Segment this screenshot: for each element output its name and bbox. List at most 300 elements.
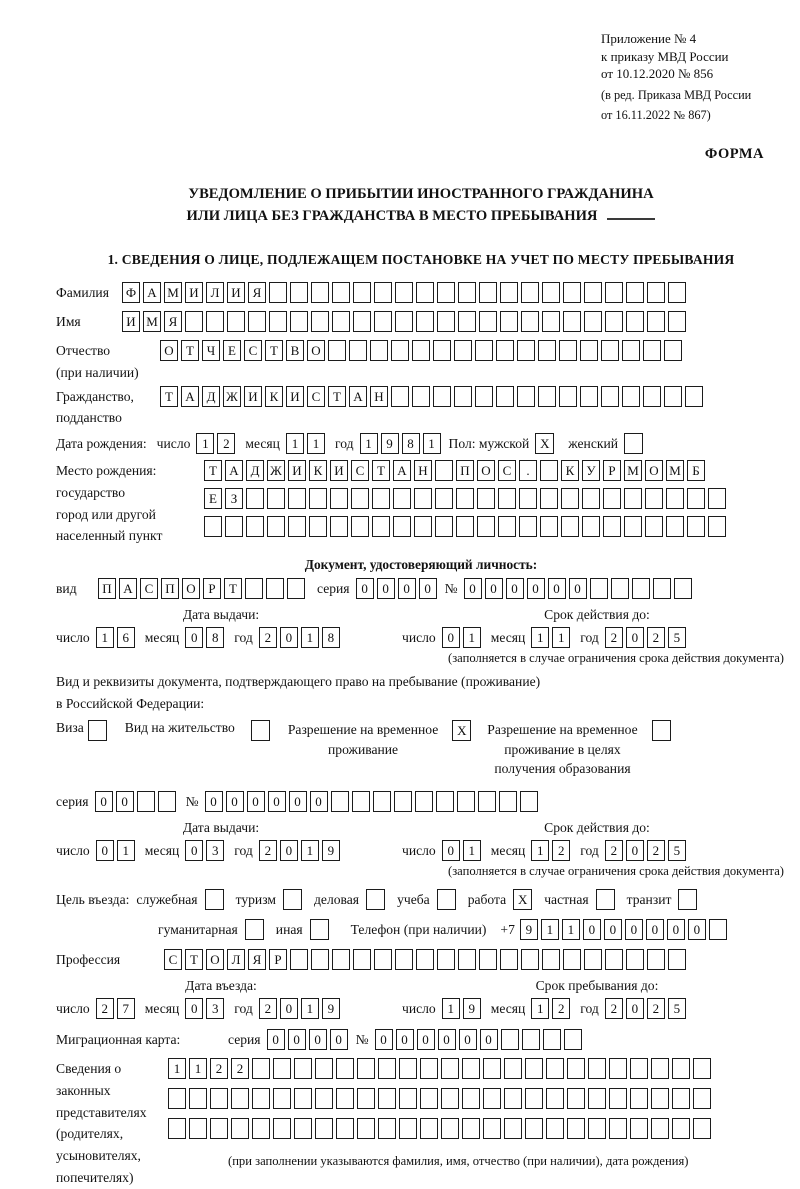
char-cell[interactable] (563, 949, 581, 970)
char-cell[interactable] (563, 311, 581, 332)
char-cell[interactable] (393, 488, 411, 509)
char-cell[interactable]: К (561, 460, 579, 481)
char-cell[interactable]: 0 (280, 627, 298, 648)
char-cell[interactable] (559, 386, 577, 407)
char-cell[interactable] (353, 282, 371, 303)
char-cell[interactable]: М (666, 460, 684, 481)
char-cell[interactable] (498, 516, 516, 537)
char-cell[interactable]: 0 (485, 578, 503, 599)
char-cell[interactable] (294, 1088, 312, 1109)
char-cell[interactable]: 9 (322, 840, 340, 861)
char-cell[interactable] (436, 791, 454, 812)
char-cell[interactable] (567, 1088, 585, 1109)
char-cell[interactable] (456, 516, 474, 537)
char-cell[interactable] (546, 1088, 564, 1109)
char-cell[interactable]: 2 (647, 998, 665, 1019)
char-cell[interactable] (393, 516, 411, 537)
char-cell[interactable]: 0 (625, 919, 643, 940)
char-cell[interactable]: Ч (202, 340, 220, 361)
char-cell[interactable] (563, 282, 581, 303)
char-cell[interactable] (477, 516, 495, 537)
char-cell[interactable]: 0 (185, 627, 203, 648)
char-cell[interactable] (668, 311, 686, 332)
char-cell[interactable]: 0 (205, 791, 223, 812)
char-cell[interactable] (246, 516, 264, 537)
char-cell[interactable]: Т (160, 386, 178, 407)
purpose-private-checkbox[interactable] (596, 889, 615, 910)
char-cell[interactable]: Д (202, 386, 220, 407)
char-cell[interactable]: 1 (189, 1058, 207, 1079)
char-cell[interactable]: О (182, 578, 200, 599)
char-cell[interactable] (582, 488, 600, 509)
char-cell[interactable] (435, 516, 453, 537)
purpose-other-checkbox[interactable] (310, 919, 329, 940)
char-cell[interactable]: И (122, 311, 140, 332)
char-cell[interactable] (647, 282, 665, 303)
char-cell[interactable] (709, 919, 727, 940)
char-cell[interactable]: П (98, 578, 116, 599)
char-cell[interactable]: 0 (626, 840, 644, 861)
char-cell[interactable]: И (286, 386, 304, 407)
char-cell[interactable]: И (330, 460, 348, 481)
char-cell[interactable] (267, 488, 285, 509)
char-cell[interactable]: С (351, 460, 369, 481)
char-cell[interactable] (546, 1058, 564, 1079)
char-cell[interactable] (582, 516, 600, 537)
char-cell[interactable]: 0 (506, 578, 524, 599)
char-cell[interactable]: 0 (419, 578, 437, 599)
char-cell[interactable] (584, 949, 602, 970)
char-cell[interactable]: 2 (552, 840, 570, 861)
char-cell[interactable]: С (307, 386, 325, 407)
char-cell[interactable] (391, 386, 409, 407)
char-cell[interactable] (210, 1118, 228, 1139)
char-cell[interactable]: 0 (626, 627, 644, 648)
char-cell[interactable] (357, 1058, 375, 1079)
char-cell[interactable] (437, 311, 455, 332)
char-cell[interactable] (567, 1058, 585, 1079)
char-cell[interactable]: Р (203, 578, 221, 599)
char-cell[interactable] (357, 1088, 375, 1109)
char-cell[interactable]: Ф (122, 282, 140, 303)
char-cell[interactable] (525, 1058, 543, 1079)
char-cell[interactable] (668, 282, 686, 303)
char-cell[interactable] (647, 949, 665, 970)
char-cell[interactable]: 0 (185, 840, 203, 861)
char-cell[interactable]: 1 (360, 433, 378, 454)
char-cell[interactable]: 0 (226, 791, 244, 812)
temp-residence-checkbox[interactable]: X (452, 720, 471, 741)
char-cell[interactable]: 0 (548, 578, 566, 599)
char-cell[interactable]: Т (185, 949, 203, 970)
char-cell[interactable]: 0 (480, 1029, 498, 1050)
char-cell[interactable]: 2 (231, 1058, 249, 1079)
char-cell[interactable] (590, 578, 608, 599)
char-cell[interactable] (290, 311, 308, 332)
char-cell[interactable] (559, 340, 577, 361)
char-cell[interactable] (538, 340, 556, 361)
char-cell[interactable] (331, 791, 349, 812)
char-cell[interactable] (273, 1118, 291, 1139)
char-cell[interactable] (458, 949, 476, 970)
char-cell[interactable] (475, 340, 493, 361)
char-cell[interactable]: Б (687, 460, 705, 481)
char-cell[interactable]: 2 (96, 998, 114, 1019)
char-cell[interactable]: А (143, 282, 161, 303)
char-cell[interactable]: 0 (667, 919, 685, 940)
char-cell[interactable] (231, 1118, 249, 1139)
char-cell[interactable]: 0 (569, 578, 587, 599)
char-cell[interactable]: 2 (217, 433, 235, 454)
char-cell[interactable]: О (160, 340, 178, 361)
char-cell[interactable]: 0 (330, 1029, 348, 1050)
char-cell[interactable]: 0 (688, 919, 706, 940)
char-cell[interactable] (252, 1118, 270, 1139)
char-cell[interactable] (653, 578, 671, 599)
char-cell[interactable] (624, 488, 642, 509)
char-cell[interactable]: 9 (520, 919, 538, 940)
char-cell[interactable]: 0 (96, 840, 114, 861)
char-cell[interactable] (685, 386, 703, 407)
char-cell[interactable] (609, 1058, 627, 1079)
char-cell[interactable] (499, 791, 517, 812)
char-cell[interactable]: Л (206, 282, 224, 303)
char-cell[interactable] (441, 1088, 459, 1109)
char-cell[interactable] (420, 1088, 438, 1109)
char-cell[interactable] (525, 1088, 543, 1109)
char-cell[interactable] (294, 1058, 312, 1079)
char-cell[interactable] (483, 1118, 501, 1139)
char-cell[interactable]: Р (603, 460, 621, 481)
char-cell[interactable]: С (498, 460, 516, 481)
char-cell[interactable] (540, 516, 558, 537)
char-cell[interactable] (605, 311, 623, 332)
char-cell[interactable] (609, 1118, 627, 1139)
char-cell[interactable]: 3 (206, 840, 224, 861)
char-cell[interactable] (415, 791, 433, 812)
char-cell[interactable]: О (307, 340, 325, 361)
char-cell[interactable]: 0 (442, 627, 460, 648)
char-cell[interactable] (252, 1088, 270, 1109)
char-cell[interactable]: Е (223, 340, 241, 361)
char-cell[interactable]: С (164, 949, 182, 970)
char-cell[interactable]: О (645, 460, 663, 481)
purpose-business-checkbox[interactable] (366, 889, 385, 910)
char-cell[interactable]: И (244, 386, 262, 407)
char-cell[interactable] (626, 949, 644, 970)
char-cell[interactable] (626, 311, 644, 332)
char-cell[interactable] (315, 1118, 333, 1139)
char-cell[interactable] (252, 1058, 270, 1079)
char-cell[interactable]: 2 (647, 627, 665, 648)
char-cell[interactable] (496, 340, 514, 361)
char-cell[interactable] (311, 949, 329, 970)
char-cell[interactable] (416, 311, 434, 332)
char-cell[interactable] (435, 488, 453, 509)
char-cell[interactable] (420, 1058, 438, 1079)
char-cell[interactable] (311, 311, 329, 332)
char-cell[interactable]: 1 (117, 840, 135, 861)
char-cell[interactable]: М (624, 460, 642, 481)
char-cell[interactable]: 0 (267, 1029, 285, 1050)
char-cell[interactable] (605, 949, 623, 970)
char-cell[interactable]: Я (164, 311, 182, 332)
char-cell[interactable] (525, 1118, 543, 1139)
sex-male-checkbox[interactable]: X (535, 433, 554, 454)
char-cell[interactable]: Л (227, 949, 245, 970)
char-cell[interactable] (395, 282, 413, 303)
sex-female-checkbox[interactable] (624, 433, 643, 454)
char-cell[interactable] (666, 516, 684, 537)
char-cell[interactable] (521, 282, 539, 303)
char-cell[interactable]: 1 (531, 627, 549, 648)
char-cell[interactable] (433, 340, 451, 361)
char-cell[interactable]: 0 (398, 578, 416, 599)
char-cell[interactable]: М (164, 282, 182, 303)
char-cell[interactable] (630, 1118, 648, 1139)
char-cell[interactable]: 1 (463, 840, 481, 861)
char-cell[interactable]: 0 (95, 791, 113, 812)
char-cell[interactable] (137, 791, 155, 812)
char-cell[interactable]: 2 (259, 998, 277, 1019)
char-cell[interactable] (395, 311, 413, 332)
char-cell[interactable] (462, 1118, 480, 1139)
char-cell[interactable] (315, 1088, 333, 1109)
char-cell[interactable] (352, 791, 370, 812)
char-cell[interactable] (540, 488, 558, 509)
purpose-study-checkbox[interactable] (437, 889, 456, 910)
char-cell[interactable] (399, 1118, 417, 1139)
char-cell[interactable]: Н (370, 386, 388, 407)
char-cell[interactable]: 1 (307, 433, 325, 454)
char-cell[interactable] (288, 516, 306, 537)
char-cell[interactable]: А (349, 386, 367, 407)
char-cell[interactable]: 0 (185, 998, 203, 1019)
residence-permit-checkbox[interactable] (251, 720, 270, 741)
char-cell[interactable] (248, 311, 266, 332)
char-cell[interactable]: А (181, 386, 199, 407)
char-cell[interactable]: 0 (289, 791, 307, 812)
char-cell[interactable] (651, 1058, 669, 1079)
char-cell[interactable] (666, 488, 684, 509)
char-cell[interactable] (478, 791, 496, 812)
char-cell[interactable]: 0 (438, 1029, 456, 1050)
char-cell[interactable] (664, 340, 682, 361)
char-cell[interactable] (584, 282, 602, 303)
char-cell[interactable]: 9 (381, 433, 399, 454)
char-cell[interactable]: Ж (267, 460, 285, 481)
char-cell[interactable]: 1 (196, 433, 214, 454)
char-cell[interactable] (564, 1029, 582, 1050)
char-cell[interactable]: 3 (206, 998, 224, 1019)
char-cell[interactable] (287, 578, 305, 599)
char-cell[interactable] (267, 516, 285, 537)
char-cell[interactable] (546, 1118, 564, 1139)
char-cell[interactable] (399, 1058, 417, 1079)
char-cell[interactable]: А (119, 578, 137, 599)
char-cell[interactable]: В (286, 340, 304, 361)
char-cell[interactable] (693, 1058, 711, 1079)
char-cell[interactable] (626, 282, 644, 303)
char-cell[interactable] (269, 311, 287, 332)
char-cell[interactable] (522, 1029, 540, 1050)
char-cell[interactable] (588, 1058, 606, 1079)
char-cell[interactable] (374, 311, 392, 332)
char-cell[interactable]: 0 (280, 998, 298, 1019)
char-cell[interactable] (441, 1058, 459, 1079)
char-cell[interactable] (330, 516, 348, 537)
char-cell[interactable] (374, 949, 392, 970)
char-cell[interactable] (687, 488, 705, 509)
char-cell[interactable] (542, 282, 560, 303)
char-cell[interactable] (630, 1088, 648, 1109)
char-cell[interactable] (378, 1088, 396, 1109)
char-cell[interactable] (521, 949, 539, 970)
char-cell[interactable]: 0 (604, 919, 622, 940)
char-cell[interactable] (416, 282, 434, 303)
char-cell[interactable] (477, 488, 495, 509)
char-cell[interactable]: К (265, 386, 283, 407)
char-cell[interactable]: 0 (646, 919, 664, 940)
char-cell[interactable] (351, 488, 369, 509)
char-cell[interactable] (336, 1088, 354, 1109)
char-cell[interactable] (372, 488, 390, 509)
char-cell[interactable]: 1 (531, 998, 549, 1019)
char-cell[interactable]: И (185, 282, 203, 303)
char-cell[interactable]: 1 (541, 919, 559, 940)
char-cell[interactable]: Т (181, 340, 199, 361)
char-cell[interactable]: П (161, 578, 179, 599)
char-cell[interactable] (624, 516, 642, 537)
char-cell[interactable] (498, 488, 516, 509)
char-cell[interactable] (622, 386, 640, 407)
char-cell[interactable] (672, 1058, 690, 1079)
char-cell[interactable]: А (225, 460, 243, 481)
char-cell[interactable] (204, 516, 222, 537)
char-cell[interactable] (664, 386, 682, 407)
char-cell[interactable] (370, 340, 388, 361)
char-cell[interactable] (668, 949, 686, 970)
char-cell[interactable]: И (288, 460, 306, 481)
char-cell[interactable] (479, 282, 497, 303)
char-cell[interactable] (567, 1118, 585, 1139)
char-cell[interactable]: П (456, 460, 474, 481)
char-cell[interactable] (603, 516, 621, 537)
char-cell[interactable] (708, 488, 726, 509)
char-cell[interactable]: 0 (527, 578, 545, 599)
char-cell[interactable] (500, 282, 518, 303)
char-cell[interactable] (372, 516, 390, 537)
char-cell[interactable] (538, 386, 556, 407)
char-cell[interactable]: Т (204, 460, 222, 481)
char-cell[interactable] (290, 949, 308, 970)
char-cell[interactable]: 2 (259, 840, 277, 861)
char-cell[interactable]: 7 (117, 998, 135, 1019)
char-cell[interactable]: Ж (223, 386, 241, 407)
char-cell[interactable] (611, 578, 629, 599)
char-cell[interactable]: С (244, 340, 262, 361)
char-cell[interactable] (420, 1118, 438, 1139)
char-cell[interactable] (437, 949, 455, 970)
char-cell[interactable] (542, 311, 560, 332)
char-cell[interactable]: 0 (396, 1029, 414, 1050)
char-cell[interactable]: 0 (356, 578, 374, 599)
char-cell[interactable] (462, 1058, 480, 1079)
char-cell[interactable] (501, 1029, 519, 1050)
char-cell[interactable]: 5 (668, 627, 686, 648)
char-cell[interactable]: 0 (288, 1029, 306, 1050)
char-cell[interactable]: 8 (322, 627, 340, 648)
char-cell[interactable] (601, 386, 619, 407)
char-cell[interactable]: 9 (322, 998, 340, 1019)
char-cell[interactable] (693, 1088, 711, 1109)
char-cell[interactable]: 5 (668, 998, 686, 1019)
char-cell[interactable] (414, 516, 432, 537)
char-cell[interactable]: 0 (310, 791, 328, 812)
purpose-tourism-checkbox[interactable] (283, 889, 302, 910)
char-cell[interactable]: 0 (583, 919, 601, 940)
char-cell[interactable] (332, 282, 350, 303)
char-cell[interactable]: 2 (259, 627, 277, 648)
char-cell[interactable]: 2 (605, 998, 623, 1019)
char-cell[interactable] (588, 1118, 606, 1139)
char-cell[interactable]: 2 (605, 627, 623, 648)
char-cell[interactable] (378, 1118, 396, 1139)
char-cell[interactable]: 0 (459, 1029, 477, 1050)
char-cell[interactable]: 1 (552, 627, 570, 648)
char-cell[interactable] (643, 386, 661, 407)
char-cell[interactable]: 2 (647, 840, 665, 861)
char-cell[interactable]: Т (224, 578, 242, 599)
char-cell[interactable] (336, 1058, 354, 1079)
char-cell[interactable] (504, 1088, 522, 1109)
char-cell[interactable] (273, 1088, 291, 1109)
char-cell[interactable]: 6 (117, 627, 135, 648)
char-cell[interactable] (672, 1118, 690, 1139)
char-cell[interactable] (330, 488, 348, 509)
char-cell[interactable] (309, 516, 327, 537)
char-cell[interactable] (315, 1058, 333, 1079)
char-cell[interactable] (462, 1088, 480, 1109)
char-cell[interactable] (520, 791, 538, 812)
char-cell[interactable]: 1 (423, 433, 441, 454)
char-cell[interactable] (435, 460, 453, 481)
char-cell[interactable] (378, 1058, 396, 1079)
char-cell[interactable] (605, 282, 623, 303)
char-cell[interactable]: 9 (463, 998, 481, 1019)
char-cell[interactable] (433, 386, 451, 407)
char-cell[interactable] (332, 311, 350, 332)
char-cell[interactable] (645, 516, 663, 537)
char-cell[interactable] (412, 386, 430, 407)
char-cell[interactable]: К (309, 460, 327, 481)
char-cell[interactable] (288, 488, 306, 509)
char-cell[interactable] (643, 340, 661, 361)
char-cell[interactable] (353, 949, 371, 970)
char-cell[interactable]: С (140, 578, 158, 599)
char-cell[interactable] (311, 282, 329, 303)
char-cell[interactable]: 1 (301, 840, 319, 861)
char-cell[interactable]: Я (248, 282, 266, 303)
char-cell[interactable] (210, 1088, 228, 1109)
char-cell[interactable] (500, 311, 518, 332)
char-cell[interactable]: 2 (210, 1058, 228, 1079)
char-cell[interactable]: З (225, 488, 243, 509)
char-cell[interactable] (158, 791, 176, 812)
char-cell[interactable]: 1 (286, 433, 304, 454)
char-cell[interactable]: Н (414, 460, 432, 481)
char-cell[interactable]: 1 (463, 627, 481, 648)
